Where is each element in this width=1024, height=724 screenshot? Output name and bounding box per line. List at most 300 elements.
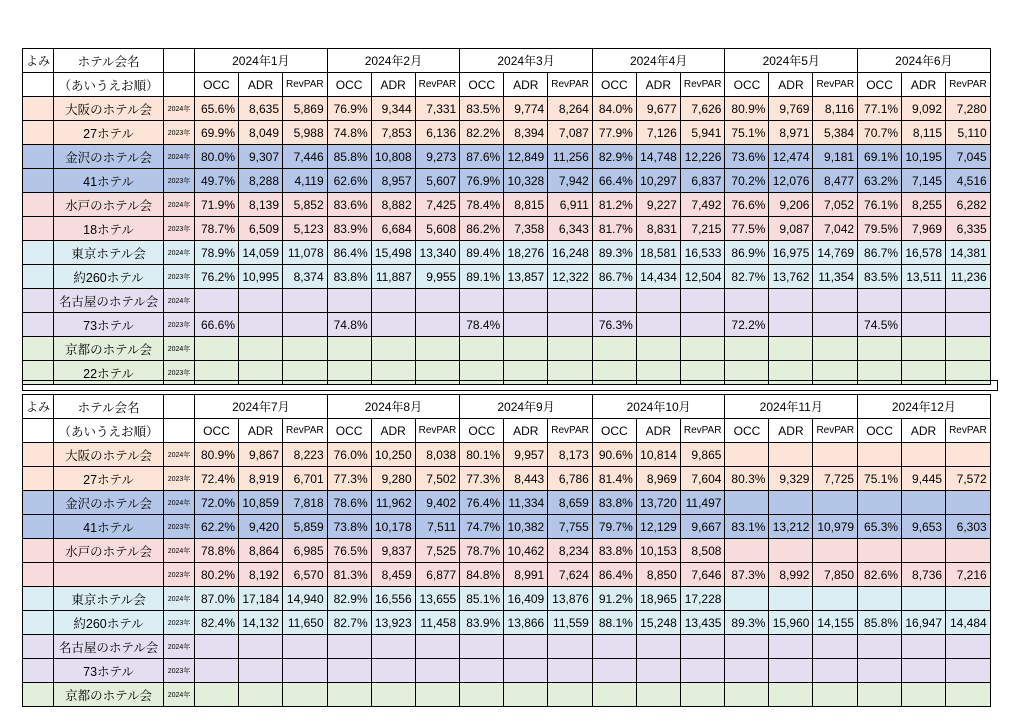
value-cell: 12,849 [504,145,548,169]
value-cell: 11,354 [813,265,858,289]
value-cell [902,659,946,683]
value-cell: 76.5% [327,539,371,563]
value-cell: 13,511 [902,265,946,289]
hotel-row [23,169,991,193]
value-cell [725,443,769,467]
value-cell: 77.3% [327,467,371,491]
value-cell: 9,769 [769,97,813,121]
yomi-cell [23,193,54,217]
month-header: 2024年6月 [858,49,991,73]
value-cell: 76.4% [460,491,504,515]
hotel-name: 73ホテル [54,659,164,683]
value-cell [592,289,636,313]
value-cell: 80.2% [195,563,239,587]
metric-header: ADR [902,419,946,443]
value-cell: 8,957 [371,169,415,193]
value-cell [946,313,991,337]
occupancy-table-jul-dec [22,394,991,707]
year-label: 2023年 [164,611,195,635]
hotel-row [23,121,991,145]
value-cell: 7,572 [946,467,991,491]
value-cell: 14,748 [636,145,680,169]
value-cell: 76.3% [592,313,636,337]
value-cell: 8,115 [902,121,946,145]
value-cell: 11,236 [946,265,991,289]
value-cell: 11,458 [415,611,460,635]
value-cell [636,635,680,659]
value-cell [725,683,769,707]
value-cell: 8,443 [504,467,548,491]
value-cell: 5,384 [813,121,858,145]
metric-header: RevPAR [680,73,725,97]
value-cell: 74.8% [327,313,371,337]
value-cell: 9,280 [371,467,415,491]
yomi-cell [23,683,54,707]
hotel-row [23,241,991,265]
value-cell [504,659,548,683]
metric-header: OCC [725,419,769,443]
value-cell [858,289,902,313]
value-cell: 13,762 [769,265,813,289]
value-cell [548,337,593,361]
hotel-row [23,217,991,241]
value-cell: 5,859 [283,515,328,539]
value-cell: 9,867 [239,443,283,467]
hotel-name: 27ホテル [54,121,164,145]
value-cell: 9,273 [415,145,460,169]
hotel-name: 京都のホテル会 [54,683,164,707]
value-cell: 9,837 [371,539,415,563]
value-cell: 81.2% [592,193,636,217]
metric-header: OCC [460,419,504,443]
value-cell: 8,882 [371,193,415,217]
hotel-row [23,611,991,635]
year-header-blank [164,49,195,73]
value-cell: 9,206 [769,193,813,217]
value-cell: 6,282 [946,193,991,217]
hotel-name: 水戸のホテル会 [54,193,164,217]
value-cell: 12,129 [636,515,680,539]
value-cell [239,337,283,361]
value-cell: 85.8% [327,145,371,169]
value-cell: 76.0% [327,443,371,467]
value-cell: 8,831 [636,217,680,241]
value-cell: 5,941 [680,121,725,145]
value-cell [946,659,991,683]
value-cell: 7,969 [902,217,946,241]
value-cell: 11,559 [548,611,593,635]
yomi-cell [23,491,54,515]
value-cell [371,289,415,313]
hotel-row [23,587,991,611]
value-cell: 84.0% [592,97,636,121]
value-cell: 85.8% [858,611,902,635]
value-cell [327,289,371,313]
value-cell: 83.8% [327,265,371,289]
value-cell: 12,322 [548,265,593,289]
metric-header: RevPAR [680,419,725,443]
value-cell: 70.2% [725,169,769,193]
value-cell: 8,139 [239,193,283,217]
yomi-cell [23,121,54,145]
value-cell: 83.6% [327,193,371,217]
header-row-months [23,395,991,419]
value-cell: 6,985 [283,539,328,563]
value-cell: 14,434 [636,265,680,289]
value-cell: 81.7% [592,217,636,241]
value-cell: 7,216 [946,563,991,587]
month-header: 2024年3月 [460,49,593,73]
value-cell: 9,653 [902,515,946,539]
yomi-cell [23,289,54,313]
value-cell: 78.7% [195,217,239,241]
value-cell [858,683,902,707]
hotel-row [23,145,991,169]
value-cell: 83.8% [592,491,636,515]
value-cell: 10,382 [504,515,548,539]
value-cell [680,337,725,361]
value-cell: 72.4% [195,467,239,491]
value-cell: 87.6% [460,145,504,169]
value-cell [195,659,239,683]
metric-header: OCC [195,73,239,97]
value-cell: 63.2% [858,169,902,193]
hotel-row [23,265,991,289]
value-cell: 75.1% [858,467,902,491]
value-cell: 82.7% [725,265,769,289]
value-cell [680,313,725,337]
value-cell [504,337,548,361]
value-cell: 9,344 [371,97,415,121]
metric-header: ADR [371,419,415,443]
value-cell: 10,859 [239,491,283,515]
value-cell: 10,995 [239,265,283,289]
value-cell: 76.2% [195,265,239,289]
value-cell: 8,173 [548,443,593,467]
value-cell: 7,511 [415,515,460,539]
value-cell [415,337,460,361]
value-cell [283,289,328,313]
value-cell: 76.9% [460,169,504,193]
value-cell: 72.2% [725,313,769,337]
value-cell: 6,684 [371,217,415,241]
value-cell: 6,786 [548,467,593,491]
value-cell: 73.6% [725,145,769,169]
hotel-name: 27ホテル [54,467,164,491]
month-header: 2024年7月 [195,395,328,419]
value-cell [813,313,858,337]
metric-header: RevPAR [946,73,991,97]
year-blank [164,73,195,97]
value-cell [195,289,239,313]
value-cell [813,683,858,707]
value-cell [680,683,725,707]
yomi-cell [23,611,54,635]
metric-header: ADR [504,73,548,97]
yomi-blank [23,73,54,97]
year-blank [164,419,195,443]
value-cell: 7,042 [813,217,858,241]
value-cell: 79.5% [858,217,902,241]
value-cell [946,337,991,361]
value-cell: 84.8% [460,563,504,587]
value-cell: 8,969 [636,467,680,491]
value-cell: 70.7% [858,121,902,145]
value-cell: 80.9% [195,443,239,467]
value-cell: 10,808 [371,145,415,169]
value-cell: 11,334 [504,491,548,515]
value-cell [283,313,328,337]
value-cell: 11,962 [371,491,415,515]
value-cell [548,635,593,659]
value-cell: 8,919 [239,467,283,491]
value-cell: 86.4% [592,563,636,587]
value-cell: 83.9% [327,217,371,241]
value-cell [327,337,371,361]
value-cell [195,635,239,659]
hotel-name: 約260ホテル [54,611,164,635]
year-label: 2023年 [164,217,195,241]
metric-header: OCC [858,419,902,443]
value-cell: 49.7% [195,169,239,193]
value-cell: 9,227 [636,193,680,217]
yomi-cell [23,145,54,169]
value-cell [680,659,725,683]
value-cell [283,635,328,659]
hotel-row [23,97,991,121]
year-label: 2024年 [164,587,195,611]
value-cell: 6,509 [239,217,283,241]
year-label: 2024年 [164,491,195,515]
month-header: 2024年1月 [195,49,328,73]
value-cell [504,635,548,659]
metric-header: ADR [902,73,946,97]
value-cell: 62.6% [327,169,371,193]
header-row-metrics [23,419,991,443]
value-cell: 7,215 [680,217,725,241]
value-cell: 11,887 [371,265,415,289]
value-cell: 7,502 [415,467,460,491]
value-cell [636,683,680,707]
metric-header: ADR [239,73,283,97]
value-cell [813,659,858,683]
value-cell [371,683,415,707]
value-cell: 13,876 [548,587,593,611]
value-cell: 77.5% [725,217,769,241]
value-cell: 77.9% [592,121,636,145]
hotel-row [23,491,991,515]
value-cell: 78.7% [460,539,504,563]
value-cell: 8,288 [239,169,283,193]
value-cell: 86.7% [858,241,902,265]
value-cell: 16,947 [902,611,946,635]
year-label: 2023年 [164,659,195,683]
hotel-name: 名古屋のホテル会 [54,289,164,313]
year-label: 2024年 [164,337,195,361]
value-cell [769,659,813,683]
value-cell: 76.9% [327,97,371,121]
month-header: 2024年2月 [327,49,460,73]
value-cell: 17,184 [239,587,283,611]
value-cell [327,659,371,683]
value-cell: 13,212 [769,515,813,539]
value-cell: 9,677 [636,97,680,121]
value-cell: 10,250 [371,443,415,467]
value-cell: 10,979 [813,515,858,539]
year-label: 2024年 [164,145,195,169]
value-cell: 86.4% [327,241,371,265]
value-cell: 66.6% [195,313,239,337]
yomi-cell [23,515,54,539]
order-note: （あいうえお順） [54,419,164,443]
value-cell: 82.9% [592,145,636,169]
hotel-name: 約260ホテル [54,265,164,289]
hotel-row [23,337,991,361]
value-cell: 7,525 [415,539,460,563]
value-cell: 87.3% [725,563,769,587]
value-cell: 81.4% [592,467,636,491]
value-cell: 13,435 [680,611,725,635]
hotel-row [23,289,991,313]
year-header-blank [164,395,195,419]
hotel-name [54,563,164,587]
hotel-row [23,683,991,707]
value-cell [725,635,769,659]
hotel-name: 18ホテル [54,217,164,241]
value-cell: 89.1% [460,265,504,289]
value-cell: 10,297 [636,169,680,193]
value-cell [239,289,283,313]
month-header: 2024年4月 [592,49,725,73]
value-cell: 10,153 [636,539,680,563]
value-cell: 17,228 [680,587,725,611]
value-cell [636,289,680,313]
value-cell [592,659,636,683]
hotel-name: 41ホテル [54,515,164,539]
value-cell: 9,955 [415,265,460,289]
value-cell: 8,971 [769,121,813,145]
year-label: 2023年 [164,169,195,193]
value-cell: 7,446 [283,145,328,169]
value-cell [858,443,902,467]
value-cell: 7,280 [946,97,991,121]
value-cell: 65.6% [195,97,239,121]
hotel-row [23,313,991,337]
metric-header: RevPAR [813,419,858,443]
value-cell: 78.4% [460,193,504,217]
metric-header: OCC [195,419,239,443]
value-cell [239,635,283,659]
value-cell: 6,343 [548,217,593,241]
value-cell: 9,181 [813,145,858,169]
value-cell [592,635,636,659]
value-cell: 7,725 [813,467,858,491]
month-header: 2024年8月 [327,395,460,419]
value-cell: 7,850 [813,563,858,587]
value-cell: 72.0% [195,491,239,515]
header-row-months [23,49,991,73]
metric-header: RevPAR [813,73,858,97]
value-cell: 10,328 [504,169,548,193]
value-cell: 13,866 [504,611,548,635]
value-cell [725,491,769,515]
value-cell [548,313,593,337]
value-cell [460,289,504,313]
value-cell: 5,110 [946,121,991,145]
value-cell [769,587,813,611]
hotel-name: 東京ホテル会 [54,587,164,611]
value-cell: 10,814 [636,443,680,467]
value-cell: 7,492 [680,193,725,217]
value-cell: 9,667 [680,515,725,539]
value-cell: 14,059 [239,241,283,265]
value-cell [415,659,460,683]
year-label: 2024年 [164,193,195,217]
value-cell: 8,991 [504,563,548,587]
year-label: 2023年 [164,467,195,491]
value-cell: 66.4% [592,169,636,193]
value-cell: 7,425 [415,193,460,217]
value-cell [283,659,328,683]
value-cell [460,683,504,707]
value-cell [548,683,593,707]
hotel-row [23,467,991,491]
value-cell: 74.8% [327,121,371,145]
value-cell: 10,178 [371,515,415,539]
metric-header: RevPAR [415,73,460,97]
value-cell: 82.6% [858,563,902,587]
yomi-cell [23,169,54,193]
value-cell [415,635,460,659]
metric-header: OCC [725,73,769,97]
value-cell: 12,226 [680,145,725,169]
metric-header: RevPAR [415,419,460,443]
value-cell [813,635,858,659]
value-cell: 16,533 [680,241,725,265]
hotel-row [23,563,991,587]
value-cell: 6,911 [548,193,593,217]
value-cell: 13,857 [504,265,548,289]
yomi-cell [23,659,54,683]
metric-header: RevPAR [283,73,328,97]
value-cell: 6,837 [680,169,725,193]
value-cell: 11,497 [680,491,725,515]
value-cell [371,313,415,337]
value-cell: 7,126 [636,121,680,145]
value-cell: 83.1% [725,515,769,539]
value-cell: 7,755 [548,515,593,539]
header-row-metrics [23,73,991,97]
value-cell: 7,626 [680,97,725,121]
value-cell: 4,516 [946,169,991,193]
value-cell [902,539,946,563]
value-cell: 8,477 [813,169,858,193]
yomi-cell [23,217,54,241]
value-cell: 9,087 [769,217,813,241]
value-cell: 71.9% [195,193,239,217]
yomi-cell [23,563,54,587]
metric-header: OCC [592,73,636,97]
value-cell: 83.5% [858,265,902,289]
metric-header: OCC [460,73,504,97]
yomi-cell [23,97,54,121]
value-cell: 15,960 [769,611,813,635]
value-cell: 89.3% [592,241,636,265]
value-cell: 7,045 [946,145,991,169]
hotel-name: 大阪のホテル会 [54,443,164,467]
hotel-row [23,635,991,659]
value-cell: 6,570 [283,563,328,587]
